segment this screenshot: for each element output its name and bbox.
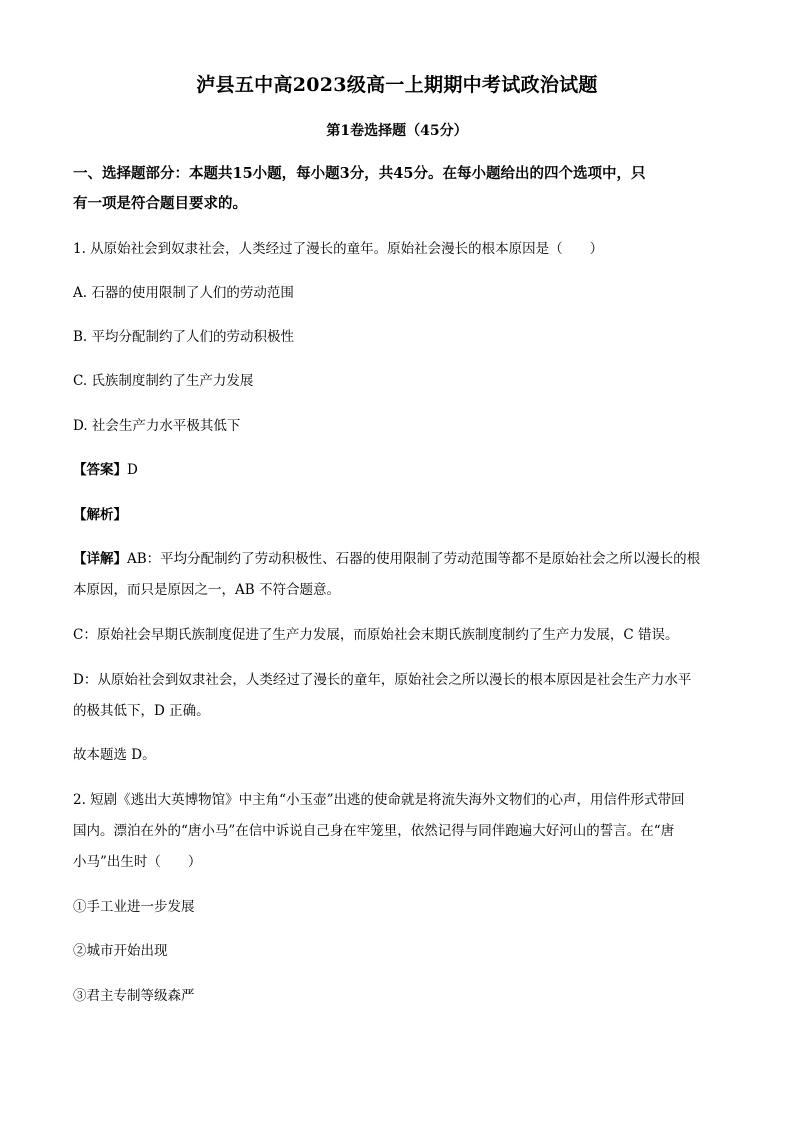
q1-option-d: D. 社会生产力水平极其低下 bbox=[73, 418, 241, 434]
q1-option-c: C. 氏族制度制约了生产力发展 bbox=[73, 373, 254, 389]
q1-conclusion: 故本题选 D。 bbox=[73, 747, 156, 763]
analysis-tag: 【解析】 bbox=[73, 507, 127, 523]
q1-c-explanation: C：原始社会早期氏族制度促进了生产力发展，而原始社会末期氏族制度制约了生产力发展，C 错误。 bbox=[73, 627, 679, 643]
answer-value: D bbox=[127, 462, 138, 478]
detail-tag: 【详解】 bbox=[73, 551, 127, 567]
q2-stem-line2: 国内。漂泊在外的“唐小马”在信中诉说自己身在牢笼里，依然记得与同伴跑遍大好河山的誓言。在“唐 bbox=[73, 823, 675, 839]
q1-d-explanation-line2: 的极其低下，D 正确。 bbox=[73, 703, 210, 719]
section-heading-line1: 一、选择题部分：本题共15小题，每小题3分，共45分。在每小题给出的四个选项中，只 bbox=[73, 165, 646, 182]
q1-detail-line2: 本原因，而只是原因之一，AB 不符合题意。 bbox=[73, 582, 340, 598]
q1-stem: 1. 从原始社会到奴隶社会，人类经过了漫长的童年。原始社会漫长的根本原因是（ ） bbox=[73, 241, 604, 257]
q1-option-b: B. 平均分配制约了人们的劳动积极性 bbox=[73, 329, 295, 345]
volume-heading: 第1卷选择题（45分） bbox=[326, 123, 468, 139]
section-heading-line2: 有一项是符合题目要求的。 bbox=[73, 195, 247, 212]
q2-item-2: ②城市开始出现 bbox=[73, 943, 168, 959]
q1-answer bbox=[73, 461, 138, 479]
q1-detail-line1 bbox=[73, 550, 700, 568]
document-title: 泸县五中高2023级高一上期期中考试政治试题 bbox=[196, 74, 598, 96]
q2-item-3: ③君主专制等级森严 bbox=[73, 988, 195, 1004]
q1-option-a: A. 石器的使用限制了人们的劳动范围 bbox=[73, 285, 294, 301]
q2-stem-line3: 小马”出生时（ ） bbox=[73, 854, 202, 870]
q1-d-explanation-line1: D：从原始社会到奴隶社会，人类经过了漫长的童年，原始社会之所以漫长的根本原因是社会生产力水平 bbox=[73, 672, 692, 688]
q2-stem-line1: 2. 短剧《逃出大英博物馆》中主角“小玉壶”出逃的使命就是将流失海外文物们的心声，用信件形式带回 bbox=[73, 792, 685, 808]
q2-item-1: ①手工业进一步发展 bbox=[73, 899, 195, 915]
answer-tag: 【答案】 bbox=[73, 462, 127, 478]
detail-text-line1: AB：平均分配制约了劳动积极性、石器的使用限制了劳动范围等都不是原始社会之所以漫长的根 bbox=[127, 551, 701, 567]
